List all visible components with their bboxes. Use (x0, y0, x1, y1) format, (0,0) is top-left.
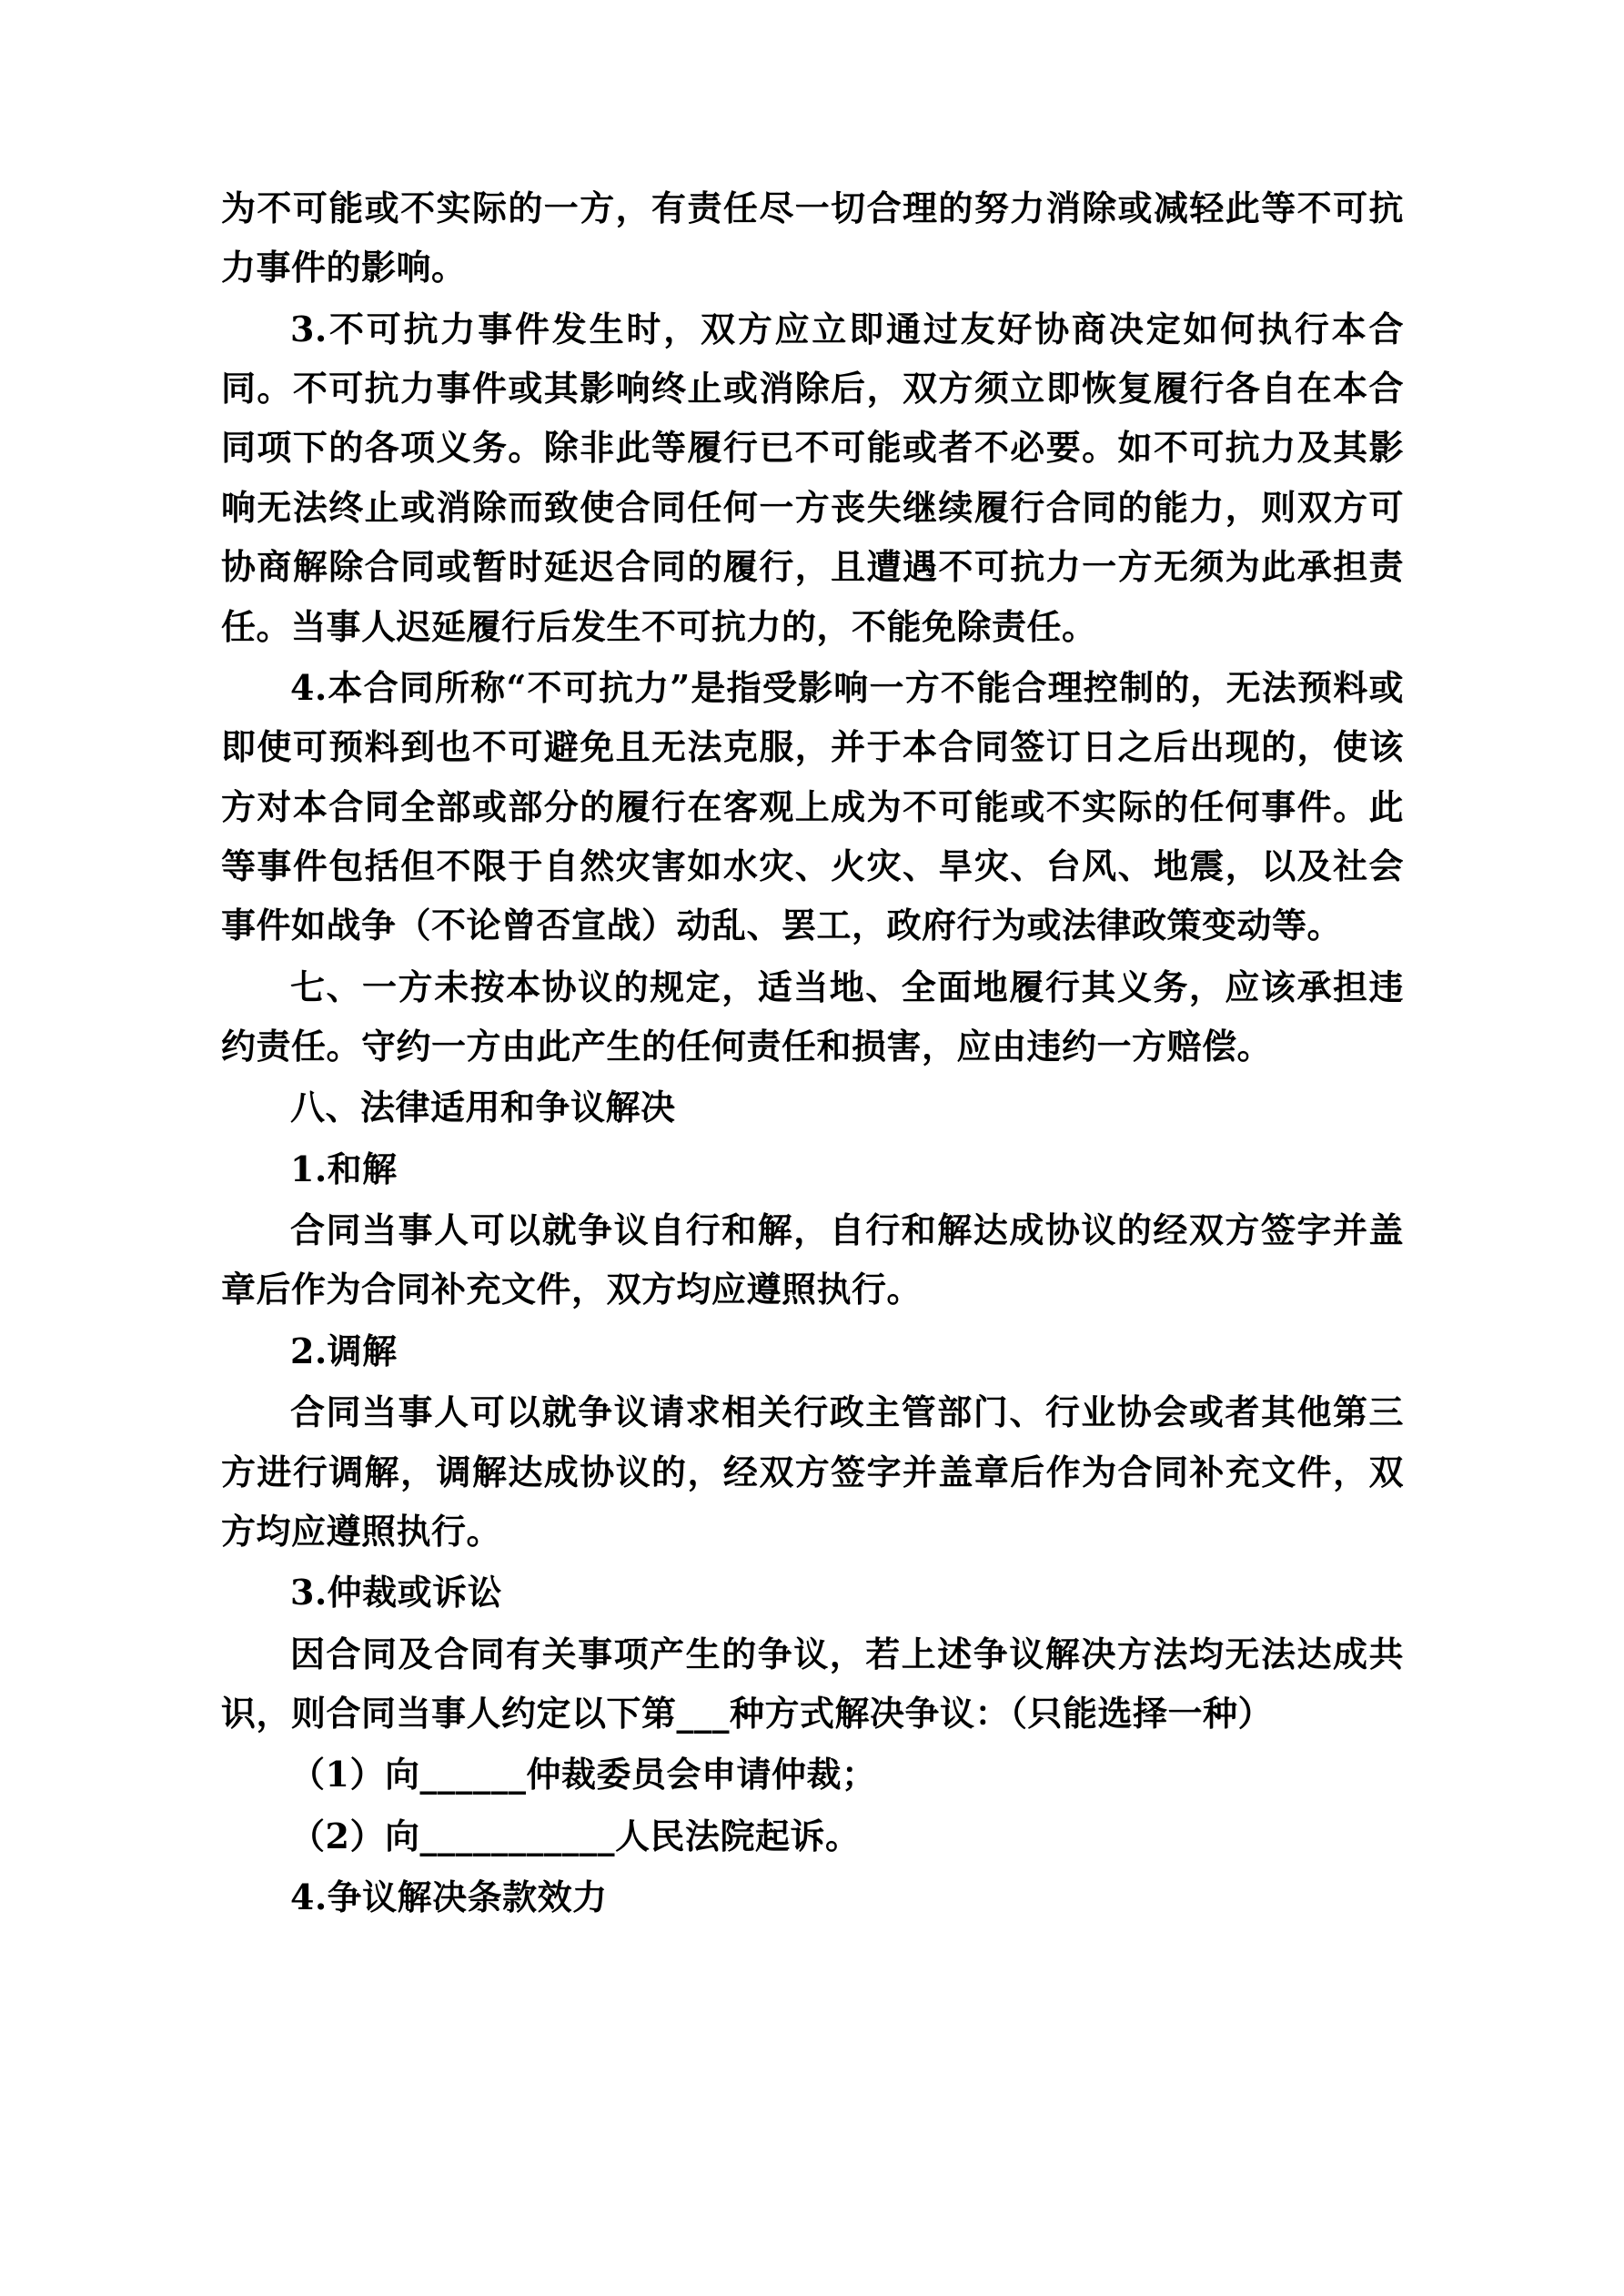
page-body (221, 178, 1404, 1928)
paragraph-8-1-body: 合同当事人可以就争议自行和解，自行和解达成协议的经双方签字并盖章后作为合同补充文件，双方均应遵照执行。 (221, 1209, 1404, 1310)
heading-8-1: 1.和解 (290, 1148, 398, 1189)
paragraph-item-4: 4.本合同所称“不可抗力”是指受影响一方不能合理控制的，无法预料或即使可预料到也不可避免且无法克服，并于本合同签订日之后出现的，使该方对本合同全部或部分的履行在客观上成为不可能或不实际的任何事件。此等事件包括但不限于自然灾害如水灾、火灾、旱灾、台风、地震，以及社会事件如战争（不论曾否宣战）动乱、罢工，政府行为或法律政策变动等。 (221, 666, 1404, 946)
heading-8-2: 2.调解 (290, 1330, 398, 1371)
heading-8-3: 3.仲裁或诉讼 (290, 1572, 503, 1613)
list-item-option-2: （2）向___________人民法院起诉。 (290, 1815, 861, 1856)
list-item-option-1: （1）向______仲裁委员会申请仲裁； (290, 1754, 877, 1795)
heading-8-4: 4.争议解决条款效力 (290, 1876, 608, 1918)
heading-section-8: 八、法律适用和争议解决 (290, 1087, 676, 1128)
paragraph-8-3-body: 因合同及合同有关事项产生的争议，若上述争议解决方法均无法达成共识，则合同当事人约定以下第___种方式解决争议：（只能选择一种） (221, 1633, 1404, 1734)
paragraph-section-7: 七、一方未按本协议的规定，适当地、全面地履行其义务，应该承担违约责任。守约一方由此产生的任何责任和损害，应由违约一方赔偿。 (221, 966, 1404, 1067)
paragraph-force-majeure-cont: 为不可能或不实际的一方，有责任尽一切合理的努力消除或减轻此等不可抗力事件的影响。 (221, 187, 1404, 288)
paragraph-item-3: 3.不可抗力事件发生时，双方应立即通过友好协商决定如何执行本合同。不可抗力事件或其影响终止或消除后，双方须立即恢复履行各自在本合同项下的各项义务。除非此等履行已不可能或者不必要。如不可抗力及其影响无法终止或消除而致使合同任何一方丧失继续履行合同的能力，则双方可协商解除合同或暂时延迟合同的履行，且遭遇不可抗力一方无须为此承担责任。当事人迟延履行后发生不可抗力的，不能免除责任。 (221, 308, 1404, 647)
paragraph-8-2-body: 合同当事人可以就争议请求相关行政主管部门、行业协会或者其他第三方进行调解，调解达成协议的，经双方签字并盖章后作为合同补充文件，双方均应遵照执行。 (221, 1391, 1404, 1552)
